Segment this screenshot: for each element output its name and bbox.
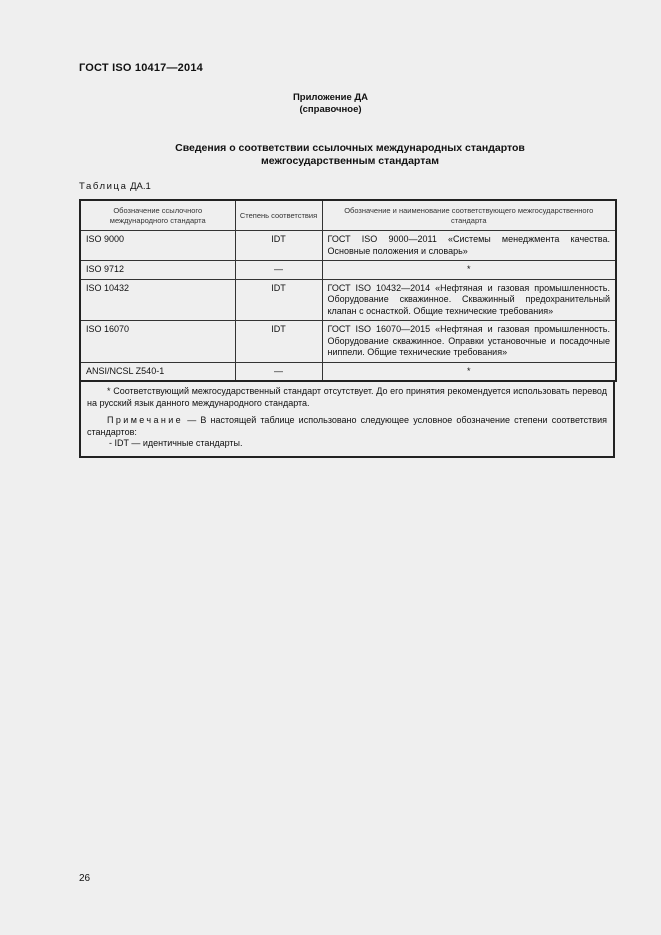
section-title-line2: межгосударственным стандартам (261, 155, 439, 167)
table-caption (79, 181, 151, 192)
appendix-title: Приложение ДА (292, 92, 369, 103)
table-header-row (80, 200, 616, 231)
cell-national: * (322, 362, 616, 381)
table-caption-number: ДА.1 (130, 181, 151, 192)
table-row (80, 279, 616, 321)
cell-national: ГОСТ ISO 10432—2014 «Нефтяная и газовая промышленность. Оборудование скважинное. Скважинный предохранительный клапан с оснасткой. Общие технические требования» (322, 279, 616, 321)
cell-intl: ISO 9000 (80, 231, 235, 261)
column-header-national: Обозначение и наименование соответствующего межгосударственного стандарта (322, 200, 616, 231)
table-notes (79, 382, 615, 458)
cell-degree: IDT (235, 321, 322, 363)
section-title-line1: Сведения о соответствии ссылочных международных стандартов (175, 142, 525, 154)
table-row (80, 321, 616, 363)
document-id: ГОСТ ISO 10417—2014 (79, 62, 203, 74)
appendix-heading (0, 92, 661, 116)
section-title (40, 142, 660, 168)
cell-degree: IDT (235, 279, 322, 321)
column-header-intl: Обозначение ссылочного международного стандарта (80, 200, 235, 231)
note (87, 415, 607, 438)
table-row (80, 231, 616, 261)
footnote: * Соответствующий межгосударственный стандарт отсутствует. До его принятия рекомендуется использовать перевод на русский язык данного международного стандарта. (87, 386, 607, 408)
cell-intl: ISO 16070 (80, 321, 235, 363)
correspondence-table (79, 199, 617, 382)
cell-degree: — (235, 362, 322, 381)
cell-intl: ISO 9712 (80, 261, 235, 280)
cell-national: * (322, 261, 616, 280)
table-container (79, 199, 615, 458)
note-label: Примечание (107, 415, 184, 425)
cell-degree: IDT (235, 231, 322, 261)
appendix-subtitle: (справочное) (299, 104, 362, 115)
table-row (80, 362, 616, 381)
cell-degree: — (235, 261, 322, 280)
cell-national: ГОСТ ISO 9000—2011 «Системы менеджмента качества. Основные положения и словарь» (322, 231, 616, 261)
cell-intl: ISO 10432 (80, 279, 235, 321)
column-header-degree: Степень соответствия (235, 200, 322, 231)
table-row (80, 261, 616, 280)
cell-intl: ANSI/NCSL Z540-1 (80, 362, 235, 381)
cell-national: ГОСТ ISO 16070—2015 «Нефтяная и газовая промышленность. Оборудование скважинное. Оправки установочные и посадочные ниппели. Общие технические требования» (322, 321, 616, 363)
table-caption-label: Таблица (79, 181, 128, 192)
note-item: - IDT — идентичные стандарты. (109, 438, 243, 448)
note-text: — В настоящей таблице использовано следующее условное обозначение степени соответствия стандартов: (87, 415, 607, 437)
page-number: 26 (79, 873, 91, 884)
